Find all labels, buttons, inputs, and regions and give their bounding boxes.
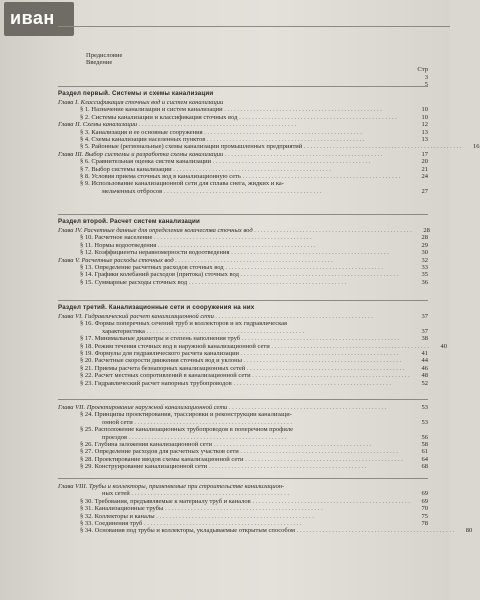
leader-dots: . . . . . . . . . . . . . . . . . . . . . . . . . . . . . . . . . . . . . . . . . . . . . . . . . bbox=[243, 455, 403, 463]
leader-dots: . . . . . . . . . . . . . . . . . . . . . . . . . . . . . . . . . . . . . . . . . . . . . . . . . bbox=[245, 364, 405, 372]
leader-dots: . . . . . . . . . . . . . . . . . . . . . . . . . . . . . . . . . . . . . . . . . . . . . . . . . bbox=[205, 136, 365, 144]
toc-page-number: 12 bbox=[421, 121, 428, 129]
chapter-row bbox=[58, 257, 428, 264]
toc-entry-label: § 33. Соединения труб . . . . . . . . . . . . . . . . . . . . . . . . . . . . . . . . . . . . . . . . . . . . . . . . . bbox=[80, 520, 302, 528]
toc-entry-label: Глава I. Классификация сточных вод и систем канализации bbox=[58, 99, 224, 106]
toc-entry-label: § 7. Выбор системы канализации . . . . . . . . . . . . . . . . . . . . . . . . . . . . . . . . . . . . . . . . . . . . . . . . . bbox=[80, 165, 331, 173]
leader-dots: . . . . . . . . . . . . . . . . . . . . . . . . . . . . . . . . . . . . . . . . . . . . . . . . . bbox=[173, 256, 333, 264]
leader-dots: . . . . . . . . . . . . . . . . . . . . . . . . . . . . . . . . . . . . . . . . . . . . . . . . . bbox=[223, 264, 383, 272]
toc-row bbox=[58, 411, 428, 418]
leader-dots: . . . . . . . . . . . . . . . . . . . . . . . . . . . . . . . . . . . . . . . . . . . . . . . . . bbox=[137, 121, 297, 129]
toc-row bbox=[58, 143, 480, 151]
watermark-text: иван bbox=[10, 8, 55, 28]
toc-entry-label: ных сетей . . . . . . . . . . . . . . . . . . . . . . . . . . . . . . . . . . . . . . . . . . . . . . . . . bbox=[102, 490, 290, 498]
toc-page-number: 48 bbox=[421, 372, 428, 380]
leader-dots: . . . . . . . . . . . . . . . . . . . . . . . . . . . . . . . . . . . . . . . . . . . . . . . . . bbox=[207, 463, 367, 471]
toc-page-number: 36 bbox=[421, 278, 428, 286]
toc-entry-label: § 23. Гидравлический расчет напорных трубопроводов . . . . . . . . . . . . . . . . . . . . . . . . . . . . . . . . . . . . . . . . . . . . . . . . . bbox=[80, 379, 391, 387]
toc-row bbox=[58, 426, 428, 433]
toc-entry-label: § 34. Основания под трубы и коллекторы, укладываемые открытым способом . . . . . . . . . . . . . . . . . . . . . . . . . . . . . . . . . . . . . . . . . . . . . . . . . bbox=[80, 527, 455, 535]
toc-section bbox=[58, 86, 480, 195]
toc-entry-label: § 10. Расчетное население . . . . . . . . . . . . . . . . . . . . . . . . . . . . . . . . . . . . . . . . . . . . . . . . . bbox=[80, 234, 312, 242]
leader-dots: . . . . . . . . . . . . . . . . . . . . . . . . . . . . . . . . . . . . . . . . . . . . . . . . . bbox=[144, 327, 305, 335]
toc-page-number: 28 bbox=[423, 227, 430, 234]
toc-row bbox=[58, 342, 447, 350]
toc-page-number: 58 bbox=[421, 441, 428, 449]
toc-entry-label: § 14. Графики колебаний расходов (притока) сточных вод . . . . . . . . . . . . . . . . . . . . . . . . . . . . . . . . . . . . . . . . . . . . . . . . . bbox=[80, 271, 399, 279]
toc-page-number: 33 bbox=[421, 264, 428, 272]
leader-dots: . . . . . . . . . . . . . . . . . . . . . . . . . . . . . . . . . . . . . . . . . . . . . . . . . bbox=[223, 150, 383, 158]
intro-row bbox=[86, 52, 426, 59]
toc-entry-label: Глава VII. Проектирование наружной канализационной сети . . . . . . . . . . . . . . . . . . . . . . . . . . . . . . . . . . . . . . . . . . . . . . . . . bbox=[58, 404, 387, 411]
toc-entry-label: § 22. Расчет местных сопротивлений в канализационной сети . . . . . . . . . . . . . . . . . . . . . . . . . . . . . . . . . . . . . . . . . . . . . . . . . bbox=[80, 372, 410, 380]
toc-entry-label: характеристика . . . . . . . . . . . . . . . . . . . . . . . . . . . . . . . . . . . . . . . . . . . . . . . . . bbox=[102, 327, 305, 335]
intro-label: Предисловие bbox=[86, 52, 123, 59]
toc-entry-label: § 2. Системы канализации и классификация сточных вод . . . . . . . . . . . . . . . . . . . . . . . . . . . . . . . . . . . . . . . . . . . . . . . . . bbox=[80, 113, 397, 121]
leader-dots: . . . . . . . . . . . . . . . . . . . . . . . . . . . . . . . . . . . . . . . . . . . . . . . . . bbox=[156, 241, 316, 249]
chapter-row bbox=[58, 227, 428, 234]
toc-row bbox=[58, 180, 428, 187]
toc-entry-label: § 4. Схемы канализации населенных пунктов . . . . . . . . . . . . . . . . . . . . . . . . . . . . . . . . . . . . . . . . . . . . . . . . . bbox=[80, 136, 365, 144]
toc-entry-label: § 16. Формы поперечных сечений труб и коллекторов и их гидравлическая bbox=[80, 320, 288, 328]
toc-entry-label: § 3. Канализация и ее основные сооружения . . . . . . . . . . . . . . . . . . . . . . . . . . . . . . . . . . . . . . . . . . . . . . . . . bbox=[80, 128, 362, 136]
toc-entry-label: онной сети . . . . . . . . . . . . . . . . . . . . . . . . . . . . . . . . . . . . . . . . . . . . . . . . . bbox=[102, 418, 292, 426]
top-divider bbox=[58, 26, 450, 27]
section-title: Раздел второй. Расчет систем канализации bbox=[58, 218, 201, 225]
leader-dots: . . . . . . . . . . . . . . . . . . . . . . . . . . . . . . . . . . . . . . . . . . . . . . . . . bbox=[127, 433, 287, 441]
toc-page-number: 27 bbox=[421, 187, 428, 195]
toc-entry-label: § 31. Канализационные трубы . . . . . . . . . . . . . . . . . . . . . . . . . . . . . . . . . . . . . . . . . . . . . . . . . bbox=[80, 505, 323, 513]
leader-dots: . . . . . . . . . . . . . . . . . . . . . . . . . . . . . . . . . . . . . . . . . . . . . . . . . bbox=[227, 404, 387, 411]
toc-row bbox=[58, 434, 428, 441]
leader-dots: . . . . . . . . . . . . . . . . . . . . . . . . . . . . . . . . . . . . . . . . . . . . . . . . . bbox=[163, 505, 323, 513]
toc-row bbox=[58, 166, 428, 173]
toc-page-number: 53 bbox=[421, 404, 428, 411]
leader-dots: . . . . . . . . . . . . . . . . . . . . . . . . . . . . . . . . . . . . . . . . . . . . . . . . . bbox=[241, 357, 402, 365]
toc-row bbox=[58, 419, 428, 426]
toc-entry-label: § 32. Коллекторы и каналы . . . . . . . . . . . . . . . . . . . . . . . . . . . . . . . . . . . . . . . . . . . . . . . . . bbox=[80, 512, 314, 520]
section-title: Раздел первый. Системы и схемы канализации bbox=[58, 90, 214, 97]
toc-page-number: 41 bbox=[421, 350, 428, 358]
toc-page-number: 13 bbox=[421, 136, 428, 144]
toc-row bbox=[58, 129, 428, 136]
toc-row bbox=[58, 372, 428, 379]
toc-entry-label: § 25. Расположение канализационных трубопроводов в поперечном профиле bbox=[80, 426, 293, 434]
toc-row bbox=[58, 350, 428, 357]
leader-dots: . . . . . . . . . . . . . . . . . . . . . . . . . . . . . . . . . . . . . . . . . . . . . . . . . bbox=[238, 448, 398, 456]
toc-row bbox=[58, 463, 428, 470]
chapter-row bbox=[58, 99, 428, 106]
toc-row bbox=[58, 527, 473, 535]
toc-page-number: 80 bbox=[465, 527, 473, 535]
toc-row bbox=[58, 380, 428, 387]
toc-row bbox=[58, 279, 428, 286]
toc-page-number: 38 bbox=[421, 335, 428, 343]
intro-row bbox=[86, 59, 426, 66]
toc-page-number: 46 bbox=[421, 364, 428, 372]
toc-row bbox=[58, 234, 428, 241]
toc-row bbox=[58, 441, 428, 448]
toc-page-number: 56 bbox=[421, 433, 428, 441]
toc-row bbox=[58, 448, 428, 455]
toc-entry-label: § 8. Условия приема сточных вод в канализационную сеть . . . . . . . . . . . . . . . . . . . . . . . . . . . . . . . . . . . . . . . . . . . . . . . . . bbox=[80, 173, 401, 181]
toc-page-number: 10 bbox=[421, 113, 428, 121]
leader-dots: . . . . . . . . . . . . . . . . . . . . . . . . . . . . . . . . . . . . . . . . . . . . . . . . . bbox=[222, 106, 382, 114]
toc-row bbox=[58, 188, 428, 195]
toc-entry-label: § 21. Приемы расчета безнапорных канализационных сетей . . . . . . . . . . . . . . . . . . . . . . . . . . . . . . . . . . . . . . . . . . . . . . . . . bbox=[80, 364, 405, 372]
toc-entry-label: Глава VI. Гидравлический расчет канализационной сети . . . . . . . . . . . . . . . . . . . . . . . . . . . . . . . . . . . . . . . . . . . . . . . . . bbox=[58, 313, 374, 320]
toc-entry-label: § 12. Коэффициенты неравномерности водоотведения . . . . . . . . . . . . . . . . . . . . . . . . . . . . . . . . . . . . . . . . . . . . . . . . . bbox=[80, 249, 389, 257]
toc-page-number: 16 bbox=[473, 143, 480, 151]
chapter-row bbox=[58, 151, 428, 158]
toc-row bbox=[58, 498, 428, 505]
toc-entry-label: § 30. Требования, предъявляемые к материалу труб и каналов . . . . . . . . . . . . . . . . . . . . . . . . . . . . . . . . . . . . . . . . . . . . . . . . . bbox=[80, 497, 410, 505]
leader-dots: . . . . . . . . . . . . . . . . . . . . . . . . . . . . . . . . . . . . . . . . . . . . . . . . . bbox=[162, 187, 322, 195]
toc-row bbox=[58, 158, 428, 165]
leader-dots: . . . . . . . . . . . . . . . . . . . . . . . . . . . . . . . . . . . . . . . . . . . . . . . . . bbox=[202, 128, 362, 136]
toc-entry-label: § 24. Принципы проектирования, трассировки и реконструкции канализаци- bbox=[80, 411, 292, 419]
toc-row bbox=[58, 173, 428, 180]
watermark-badge bbox=[4, 2, 74, 36]
toc-entry-label: Глава IV. Расчетные данные для определения количества сточных вод . . . . . . . . . . . . . . . . . . . . . . . . . . . . . . . . . . . . . . . . . . . . . . . . . bbox=[58, 227, 412, 234]
toc-row bbox=[58, 365, 428, 372]
toc-entry-label: § 1. Назначение канализации и систем канализации . . . . . . . . . . . . . . . . . . . . . . . . . . . . . . . . . . . . . . . . . . . . . . . . . bbox=[80, 106, 382, 114]
toc-entry-label: § 13. Определение расчетных расходов сточных вод . . . . . . . . . . . . . . . . . . . . . . . . . . . . . . . . . . . . . . . . . . . . . . . . . bbox=[80, 264, 383, 272]
leader-dots: . . . . . . . . . . . . . . . . . . . . . . . . . . . . . . . . . . . . . . . . . . . . . . . . . bbox=[231, 379, 391, 387]
leader-dots: . . . . . . . . . . . . . . . . . . . . . . . . . . . . . . . . . . . . . . . . . . . . . . . . . bbox=[250, 372, 410, 380]
toc-page-number: 13 bbox=[421, 128, 428, 136]
leader-dots: . . . . . . . . . . . . . . . . . . . . . . . . . . . . . . . . . . . . . . . . . . . . . . . . . bbox=[238, 271, 399, 279]
leader-dots: . . . . . . . . . . . . . . . . . . . . . . . . . . . . . . . . . . . . . . . . . . . . . . . . . bbox=[240, 335, 400, 343]
toc-section bbox=[58, 300, 447, 387]
toc-page-number: 28 bbox=[421, 234, 428, 242]
toc-page-number: 37 bbox=[421, 327, 428, 335]
leader-dots: . . . . . . . . . . . . . . . . . . . . . . . . . . . . . . . . . . . . . . . . . . . . . . . . . bbox=[237, 113, 397, 121]
toc-row bbox=[58, 490, 428, 497]
toc-entry-label: проездов . . . . . . . . . . . . . . . . . . . . . . . . . . . . . . . . . . . . . . . . . . . . . . . . . bbox=[102, 433, 287, 441]
toc-page-number: 35 bbox=[421, 271, 428, 279]
leader-dots: . . . . . . . . . . . . . . . . . . . . . . . . . . . . . . . . . . . . . . . . . . . . . . . . . bbox=[240, 173, 401, 181]
leader-dots: . . . . . . . . . . . . . . . . . . . . . . . . . . . . . . . . . . . . . . . . . . . . . . . . . bbox=[152, 234, 312, 242]
toc-entry-label: Глава II. Схемы канализации . . . . . . . . . . . . . . . . . . . . . . . . . . . . . . . . . . . . . . . . . . . . . . . . . bbox=[58, 121, 297, 129]
toc-row bbox=[58, 320, 428, 327]
toc-entry-label: § 17. Минимальные диаметры и степень наполнения труб . . . . . . . . . . . . . . . . . . . . . . . . . . . . . . . . . . . . . . . . . . . . . . . . . bbox=[80, 335, 400, 343]
toc-section bbox=[58, 478, 473, 535]
toc-entry-label: Глава III. Выбор системы и разработка схемы канализации . . . . . . . . . . . . . . . . . . . . . . . . . . . . . . . . . . . . . . . . . . . . . . . . . bbox=[58, 150, 383, 158]
toc-page-number: 44 bbox=[421, 357, 428, 365]
toc-row bbox=[58, 357, 428, 364]
toc-page-number: 20 bbox=[421, 158, 428, 166]
chapter-row bbox=[58, 483, 428, 490]
toc-row bbox=[58, 114, 428, 121]
toc-row bbox=[58, 520, 428, 527]
leader-dots: . . . . . . . . . . . . . . . . . . . . . . . . . . . . . . . . . . . . . . . . . . . . . . . . . bbox=[187, 278, 347, 286]
toc-page-number: 37 bbox=[421, 313, 428, 320]
toc-section bbox=[58, 399, 428, 471]
toc-row bbox=[58, 328, 428, 335]
leader-dots: . . . . . . . . . . . . . . . . . . . . . . . . . . . . . . . . . . . . . . . . . . . . . . . . . bbox=[154, 512, 314, 520]
intro-list bbox=[86, 52, 426, 67]
leader-dots: . . . . . . . . . . . . . . . . . . . . . . . . . . . . . . . . . . . . . . . . . . . . . . . . . bbox=[269, 342, 429, 350]
toc-page-number: 64 bbox=[421, 455, 428, 463]
toc-page-number: 69 bbox=[421, 490, 428, 498]
toc-entry-label: § 19. Формулы для гидравлического расчета канализации . . . . . . . . . . . . . . . . . . . . . . . . . . . . . . . . . . . . . . . . . . . . . . . . . bbox=[80, 350, 399, 358]
toc-row bbox=[58, 242, 428, 249]
column-header-str: Стр bbox=[417, 66, 428, 73]
toc-row bbox=[58, 106, 428, 113]
toc-entry-label: Глава V. Расчетные расходы сточных вод . . . . . . . . . . . . . . . . . . . . . . . . . . . . . . . . . . . . . . . . . . . . . . . . . bbox=[58, 256, 333, 264]
toc-page-number: 21 bbox=[421, 165, 428, 173]
intro-page-num: 3 bbox=[424, 73, 428, 81]
toc-page-number: 40 bbox=[440, 342, 447, 350]
leader-dots: . . . . . . . . . . . . . . . . . . . . . . . . . . . . . . . . . . . . . . . . . . . . . . . . . bbox=[132, 418, 292, 426]
leader-dots: . . . . . . . . . . . . . . . . . . . . . . . . . . . . . . . . . . . . . . . . . . . . . . . . . bbox=[142, 520, 302, 528]
toc-row bbox=[58, 505, 428, 512]
toc-page-number: 24 bbox=[421, 173, 428, 181]
leader-dots: . . . . . . . . . . . . . . . . . . . . . . . . . . . . . . . . . . . . . . . . . . . . . . . . . bbox=[229, 249, 389, 257]
toc-page-number: 29 bbox=[421, 241, 428, 249]
toc-row bbox=[58, 264, 428, 271]
toc-page-number: 10 bbox=[421, 106, 428, 114]
toc-section bbox=[58, 214, 428, 286]
leader-dots: . . . . . . . . . . . . . . . . . . . . . . . . . . . . . . . . . . . . . . . . . . . . . . . . . bbox=[212, 441, 372, 449]
leader-dots: . . . . . . . . . . . . . . . . . . . . . . . . . . . . . . . . . . . . . . . . . . . . . . . . . bbox=[129, 490, 290, 498]
toc-page-number: 32 bbox=[421, 256, 428, 264]
toc-entry-label: § 29. Конструирование канализационной сети . . . . . . . . . . . . . . . . . . . . . . . . . . . . . . . . . . . . . . . . . . . . . . . . . bbox=[80, 463, 367, 471]
toc-entry-label: § 18. Режим течения сточных вод в наружной канализационной сети . . . . . . . . . . . . . . . . . . . . . . . . . . . . . . . . . . . . . . . . . . . . . . . . . bbox=[80, 342, 429, 350]
toc-page-number: 53 bbox=[421, 418, 428, 426]
toc-entry-label: § 15. Суммарные расходы сточных вод . . . . . . . . . . . . . . . . . . . . . . . . . . . . . . . . . . . . . . . . . . . . . . . . . bbox=[80, 278, 347, 286]
toc-entry-label: § 11. Нормы водоотведения . . . . . . . . . . . . . . . . . . . . . . . . . . . . . . . . . . . . . . . . . . . . . . . . . bbox=[80, 241, 316, 249]
toc-entry-label: § 26. Глубина заложения канализационной сети . . . . . . . . . . . . . . . . . . . . . . . . . . . . . . . . . . . . . . . . . . . . . . . . . bbox=[80, 441, 372, 449]
leader-dots: . . . . . . . . . . . . . . . . . . . . . . . . . . . . . . . . . . . . . . . . . . . . . . . . . bbox=[211, 158, 371, 166]
toc-page-number: 52 bbox=[421, 379, 428, 387]
toc-row bbox=[58, 456, 428, 463]
intro-label: Введение bbox=[86, 59, 113, 67]
section-title: Раздел третий. Канализационные сети и сооружения на них bbox=[58, 304, 255, 311]
toc-entry-label: мельченных отбросов . . . . . . . . . . . . . . . . . . . . . . . . . . . . . . . . . . . . . . . . . . . . . . . . . bbox=[102, 187, 322, 195]
chapter-row bbox=[58, 121, 428, 128]
toc-page-number: 70 bbox=[421, 505, 428, 513]
leader-dots: . . . . . . . . . . . . . . . . . . . . . . . . . . . . . . . . . . . . . . . . . . . . . . . . . bbox=[239, 350, 399, 358]
toc-page-number: 75 bbox=[421, 512, 428, 520]
leader-dots: . . . . . . . . . . . . . . . . . . . . . . . . . . . . . . . . . . . . . . . . . . . . . . . . . bbox=[171, 165, 331, 173]
toc-entry-label: § 28. Проектирование вводов схемы канализационной сети . . . . . . . . . . . . . . . . . . . . . . . . . . . . . . . . . . . . . . . . . . . . . . . . . bbox=[80, 455, 403, 463]
toc-row bbox=[58, 271, 428, 278]
toc-entry-label: § 6. Сравнительная оценка систем канализации . . . . . . . . . . . . . . . . . . . . . . . . . . . . . . . . . . . . . . . . . . . . . . . . . bbox=[80, 158, 371, 166]
toc-page-number: 69 bbox=[421, 497, 428, 505]
leader-dots: . . . . . . . . . . . . . . . . . . . . . . . . . . . . . . . . . . . . . . . . . . . . . . . . . bbox=[250, 497, 410, 505]
leader-dots: . . . . . . . . . . . . . . . . . . . . . . . . . . . . . . . . . . . . . . . . . . . . . . . . . bbox=[302, 143, 462, 151]
margin-marks bbox=[2, 44, 40, 104]
toc-entry-label: § 27. Определение расходов для расчетных участков сети . . . . . . . . . . . . . . . . . . . . . . . . . . . . . . . . . . . . . . . . . . . . . . . . . bbox=[80, 448, 398, 456]
toc-page-number: 78 bbox=[421, 520, 428, 528]
leader-dots: . . . . . . . . . . . . . . . . . . . . . . . . . . . . . . . . . . . . . . . . . . . . . . . . . bbox=[252, 227, 412, 234]
leader-dots: . . . . . . . . . . . . . . . . . . . . . . . . . . . . . . . . . . . . . . . . . . . . . . . . . bbox=[294, 527, 455, 535]
toc-page-number: 68 bbox=[421, 463, 428, 471]
toc-row bbox=[58, 136, 428, 143]
toc-entry-label: § 5. Районные (региональные) схемы канализации промышленных предприятий . . . . . . . . . . . . . . . . . . . . . . . . . . . . . . . . . . . . . . . . . . . . . . . . . bbox=[80, 143, 462, 151]
toc-row bbox=[58, 513, 428, 520]
toc-page-number: 30 bbox=[421, 249, 428, 257]
leader-dots: . . . . . . . . . . . . . . . . . . . . . . . . . . . . . . . . . . . . . . . . . . . . . . . . . bbox=[213, 313, 374, 320]
chapter-row bbox=[58, 313, 428, 320]
toc-entry-label: § 9. Использование канализационной сети для сплава снега, жидких и ка- bbox=[80, 180, 284, 188]
toc-entry-label: Глава VIII. Трубы и коллекторы, применяемые при строительстве канализацион- bbox=[58, 483, 285, 490]
toc-entry-label: § 20. Расчетные скорости движения сточных вод и уклоны . . . . . . . . . . . . . . . . . . . . . . . . . . . . . . . . . . . . . . . . . . . . . . . . . bbox=[80, 357, 402, 365]
toc-row bbox=[58, 335, 428, 342]
toc-row bbox=[58, 249, 428, 256]
chapter-row bbox=[58, 404, 428, 411]
toc-page-number: 61 bbox=[421, 448, 428, 456]
toc-page-number: 17 bbox=[421, 150, 428, 158]
intro-page-num: 5 bbox=[424, 81, 428, 89]
